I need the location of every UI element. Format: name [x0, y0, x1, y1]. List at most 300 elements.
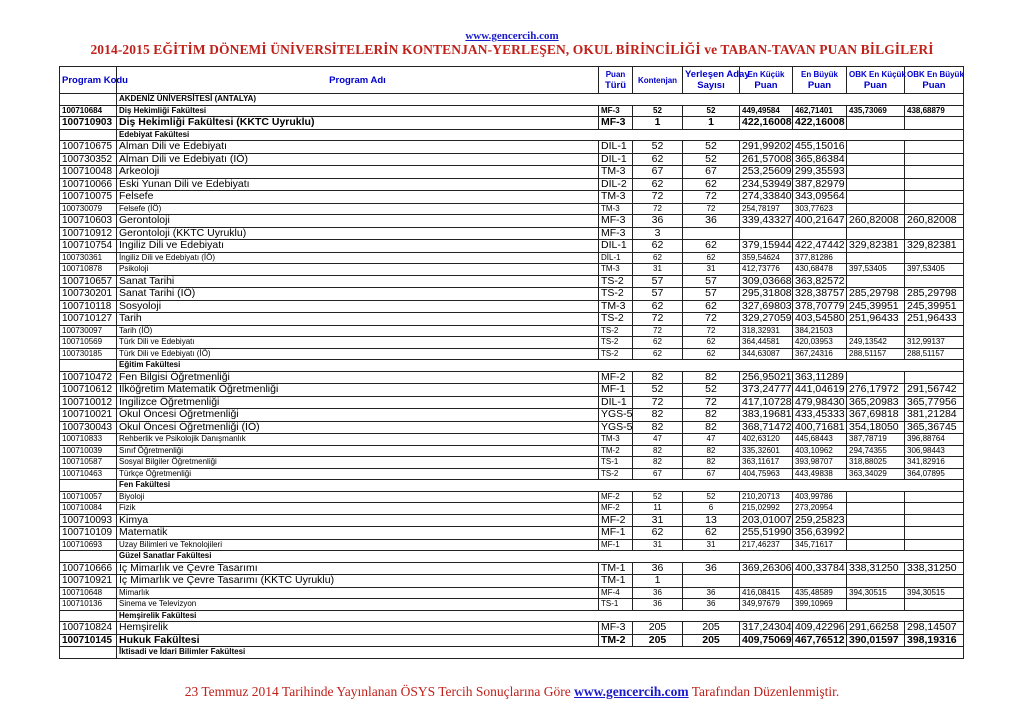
program-code-cell: 100730201	[60, 288, 117, 301]
col-en-buyuk: En Büyük Puan	[793, 67, 847, 94]
yerlesen-cell: 82	[683, 421, 740, 434]
program-name-cell: Uzay Bilimleri ve Teknolojileri	[117, 539, 599, 551]
kontenjan-cell: 1	[633, 575, 683, 588]
puan-turu-cell: MF-3	[599, 227, 633, 240]
yerlesen-cell: 52	[683, 153, 740, 166]
obk-en-kucuk-cell	[847, 371, 905, 384]
kontenjan-cell: 82	[633, 445, 683, 457]
yerlesen-cell: 72	[683, 325, 740, 337]
puan-turu-cell: TM-3	[599, 203, 633, 215]
en-buyuk-cell: 273,20954	[793, 503, 847, 515]
en-kucuk-cell: 412,73776	[740, 264, 793, 276]
en-buyuk-cell: 435,48589	[793, 587, 847, 599]
table-row	[60, 153, 964, 166]
program-name-cell: İngiliz Dili ve Edebiyatı	[117, 240, 599, 253]
program-name-cell: Sınıf Öğretmenliği	[117, 445, 599, 457]
puan-turu-cell: TM-1	[599, 562, 633, 575]
table-row	[60, 599, 964, 611]
obk-en-buyuk-cell	[905, 153, 964, 166]
yerlesen-cell: 31	[683, 264, 740, 276]
obk-en-kucuk-cell	[847, 166, 905, 179]
yerlesen-cell: 82	[683, 409, 740, 422]
en-buyuk-cell: 303,77623	[793, 203, 847, 215]
yerlesen-cell: 62	[683, 348, 740, 360]
en-kucuk-cell: 329,27059	[740, 313, 793, 326]
program-code-cell: 100730185	[60, 348, 117, 360]
program-table	[59, 66, 964, 659]
program-code-cell: 100710693	[60, 539, 117, 551]
en-buyuk-cell: 400,71681	[793, 421, 847, 434]
yerlesen-cell: 62	[683, 240, 740, 253]
kontenjan-cell: 36	[633, 215, 683, 228]
program-code-cell: 100730079	[60, 203, 117, 215]
obk-en-kucuk-cell: 390,01597	[847, 634, 905, 647]
kontenjan-cell: 72	[633, 325, 683, 337]
obk-en-kucuk-cell: 387,78719	[847, 434, 905, 446]
en-kucuk-cell: 349,97679	[740, 599, 793, 611]
program-code-cell: 100730097	[60, 325, 117, 337]
table-row	[60, 514, 964, 527]
faculty-name: Hemşirelik Fakültesi	[117, 610, 964, 622]
puan-turu-cell: TS-1	[599, 599, 633, 611]
obk-en-kucuk-cell: 367,69818	[847, 409, 905, 422]
kontenjan-cell: 82	[633, 457, 683, 469]
col-kontenjan: Kontenjan	[633, 67, 683, 94]
obk-en-kucuk-cell	[847, 117, 905, 130]
en-buyuk-cell: 387,82979	[793, 178, 847, 191]
yerlesen-cell	[683, 575, 740, 588]
yerlesen-cell: 52	[683, 491, 740, 503]
en-kucuk-cell: 363,11617	[740, 457, 793, 469]
puan-turu-cell: TM-2	[599, 445, 633, 457]
table-row	[60, 384, 964, 397]
yerlesen-cell: 47	[683, 434, 740, 446]
obk-en-kucuk-cell: 435,73069	[847, 105, 905, 117]
empty-cell	[60, 360, 117, 372]
program-name-cell: Felsefe (İÖ)	[117, 203, 599, 215]
obk-en-buyuk-cell	[905, 141, 964, 154]
faculty-row	[60, 480, 964, 492]
obk-en-buyuk-cell: 365,36745	[905, 421, 964, 434]
table-row	[60, 252, 964, 264]
obk-en-kucuk-cell	[847, 575, 905, 588]
kontenjan-cell: 57	[633, 275, 683, 288]
faculty-row	[60, 129, 964, 141]
puan-turu-cell: TS-2	[599, 337, 633, 349]
kontenjan-cell: 11	[633, 503, 683, 515]
kontenjan-cell: 62	[633, 153, 683, 166]
en-buyuk-cell: 409,42296	[793, 622, 847, 635]
yerlesen-cell: 62	[683, 527, 740, 540]
obk-en-buyuk-cell: 260,82008	[905, 215, 964, 228]
kontenjan-cell: 72	[633, 203, 683, 215]
table-row	[60, 396, 964, 409]
table-row	[60, 457, 964, 469]
obk-en-buyuk-cell: 365,77956	[905, 396, 964, 409]
table-row	[60, 337, 964, 349]
yerlesen-cell: 6	[683, 503, 740, 515]
program-code-cell: 100710012	[60, 396, 117, 409]
yerlesen-cell: 36	[683, 562, 740, 575]
puan-turu-cell: DİL-1	[599, 252, 633, 264]
puan-turu-cell: TM-3	[599, 166, 633, 179]
program-code-cell: 100710878	[60, 264, 117, 276]
empty-cell	[60, 480, 117, 492]
en-buyuk-cell: 399,10969	[793, 599, 847, 611]
obk-en-kucuk-cell	[847, 227, 905, 240]
kontenjan-cell: 36	[633, 587, 683, 599]
program-code-cell: 100710109	[60, 527, 117, 540]
footer-note	[0, 684, 1024, 700]
empty-cell	[60, 647, 117, 659]
table-row	[60, 575, 964, 588]
puan-turu-cell: DİL-1	[599, 396, 633, 409]
puan-turu-cell: TS-2	[599, 348, 633, 360]
program-code-cell: 100710093	[60, 514, 117, 527]
puan-turu-cell: TM-3	[599, 264, 633, 276]
en-kucuk-cell: 274,33840	[740, 191, 793, 204]
program-code-cell: 100710912	[60, 227, 117, 240]
kontenjan-cell: 62	[633, 300, 683, 313]
yerlesen-cell: 13	[683, 514, 740, 527]
program-name-cell: Fizik	[117, 503, 599, 515]
program-code-cell: 100710145	[60, 634, 117, 647]
puan-turu-cell: MF-2	[599, 503, 633, 515]
obk-en-buyuk-cell	[905, 491, 964, 503]
obk-en-kucuk-cell: 249,13542	[847, 337, 905, 349]
program-name-cell: İlköğretim Matematik Öğretmenliği	[117, 384, 599, 397]
table-row	[60, 348, 964, 360]
yerlesen-cell: 36	[683, 587, 740, 599]
obk-en-kucuk-cell: 365,20983	[847, 396, 905, 409]
obk-en-buyuk-cell	[905, 203, 964, 215]
program-code-cell: 100710569	[60, 337, 117, 349]
en-buyuk-cell: 422,47442	[793, 240, 847, 253]
kontenjan-cell: 72	[633, 191, 683, 204]
obk-en-kucuk-cell: 294,74355	[847, 445, 905, 457]
obk-en-buyuk-cell: 312,99137	[905, 337, 964, 349]
program-name-cell: Psikoloji	[117, 264, 599, 276]
obk-en-kucuk-cell: 363,34029	[847, 468, 905, 480]
site-url[interactable]: www.gencercih.com	[465, 30, 559, 42]
en-buyuk-cell: 384,21503	[793, 325, 847, 337]
table-row	[60, 562, 964, 575]
table-row	[60, 445, 964, 457]
program-code-cell: 100710021	[60, 409, 117, 422]
kontenjan-cell: 47	[633, 434, 683, 446]
kontenjan-cell: 3	[633, 227, 683, 240]
obk-en-kucuk-cell: 354,18050	[847, 421, 905, 434]
obk-en-buyuk-cell	[905, 514, 964, 527]
en-kucuk-cell: 253,25609	[740, 166, 793, 179]
kontenjan-cell: 62	[633, 527, 683, 540]
kontenjan-cell: 82	[633, 409, 683, 422]
table-header	[60, 67, 964, 94]
program-name-cell: Mimarlık	[117, 587, 599, 599]
obk-en-buyuk-cell	[905, 178, 964, 191]
program-name-cell: Tarih (İÖ)	[117, 325, 599, 337]
kontenjan-cell: 62	[633, 252, 683, 264]
obk-en-kucuk-cell	[847, 252, 905, 264]
puan-turu-cell: MF-3	[599, 215, 633, 228]
table-row	[60, 491, 964, 503]
en-buyuk-cell: 403,54580	[793, 313, 847, 326]
program-name-cell: Matematik	[117, 527, 599, 540]
en-buyuk-cell: 377,81286	[793, 252, 847, 264]
puan-turu-cell: TS-2	[599, 313, 633, 326]
table-row	[60, 313, 964, 326]
en-kucuk-cell: 255,51990	[740, 527, 793, 540]
obk-en-buyuk-cell	[905, 539, 964, 551]
table-row	[60, 434, 964, 446]
en-buyuk-cell: 363,11289	[793, 371, 847, 384]
obk-en-buyuk-cell	[905, 575, 964, 588]
en-buyuk-cell: 343,09564	[793, 191, 847, 204]
en-kucuk-cell: 295,31808	[740, 288, 793, 301]
puan-turu-cell: MF-3	[599, 117, 633, 130]
kontenjan-cell: 72	[633, 313, 683, 326]
program-name-cell: Türkçe Öğretmenliği	[117, 468, 599, 480]
puan-turu-cell: MF-4	[599, 587, 633, 599]
kontenjan-cell: 62	[633, 337, 683, 349]
table-row	[60, 215, 964, 228]
faculty-name: Edebiyat Fakültesi	[117, 129, 964, 141]
program-code-cell: 100730352	[60, 153, 117, 166]
puan-turu-cell: TM-3	[599, 434, 633, 446]
en-kucuk-cell: 261,57008	[740, 153, 793, 166]
puan-turu-cell: TM-3	[599, 191, 633, 204]
kontenjan-cell: 36	[633, 562, 683, 575]
program-name-cell: Kimya	[117, 514, 599, 527]
program-name-cell: Sanat Tarihi (İÖ)	[117, 288, 599, 301]
table-row	[60, 587, 964, 599]
obk-en-buyuk-cell	[905, 325, 964, 337]
yerlesen-cell: 31	[683, 539, 740, 551]
kontenjan-cell: 67	[633, 468, 683, 480]
col-program-adi: Program Adı	[117, 67, 599, 94]
en-buyuk-cell: 403,10962	[793, 445, 847, 457]
puan-turu-cell: DİL-1	[599, 141, 633, 154]
en-kucuk-cell: 344,63087	[740, 348, 793, 360]
kontenjan-cell: 67	[633, 166, 683, 179]
en-buyuk-cell: 462,71401	[793, 105, 847, 117]
obk-en-buyuk-cell: 251,96433	[905, 313, 964, 326]
puan-turu-cell: DİL-1	[599, 153, 633, 166]
yerlesen-cell: 36	[683, 215, 740, 228]
yerlesen-cell: 62	[683, 300, 740, 313]
program-name-cell: Rehberlik ve Psikolojik Danışmanlık	[117, 434, 599, 446]
kontenjan-cell: 62	[633, 348, 683, 360]
obk-en-buyuk-cell: 291,56742	[905, 384, 964, 397]
table-row	[60, 288, 964, 301]
puan-turu-cell: YGS-5	[599, 409, 633, 422]
en-buyuk-cell: 403,99786	[793, 491, 847, 503]
en-kucuk-cell: 203,01007	[740, 514, 793, 527]
table-body	[60, 94, 964, 659]
en-buyuk-cell: 365,86384	[793, 153, 847, 166]
table-row	[60, 503, 964, 515]
table-row	[60, 300, 964, 313]
en-kucuk-cell: 373,24777	[740, 384, 793, 397]
en-kucuk-cell: 339,43327	[740, 215, 793, 228]
en-kucuk-cell: 309,03668	[740, 275, 793, 288]
program-name-cell: Gerontoloji	[117, 215, 599, 228]
kontenjan-cell: 1	[633, 117, 683, 130]
program-name-cell: Türk Dili ve Edebiyatı	[117, 337, 599, 349]
en-kucuk-cell: 449,49584	[740, 105, 793, 117]
empty-cell	[60, 610, 117, 622]
col-program-kodu: Program Kodu	[60, 67, 117, 94]
en-buyuk-cell: 443,49838	[793, 468, 847, 480]
en-buyuk-cell: 328,38757	[793, 288, 847, 301]
puan-turu-cell: TS-2	[599, 325, 633, 337]
obk-en-kucuk-cell: 245,39951	[847, 300, 905, 313]
obk-en-buyuk-cell	[905, 117, 964, 130]
kontenjan-cell: 36	[633, 599, 683, 611]
kontenjan-cell: 205	[633, 622, 683, 635]
puan-turu-cell: MF-3	[599, 105, 633, 117]
obk-en-kucuk-cell: 285,29798	[847, 288, 905, 301]
puan-turu-cell: TM-3	[599, 300, 633, 313]
en-buyuk-cell	[793, 227, 847, 240]
faculty-name: Eğitim Fakültesi	[117, 360, 964, 372]
program-code-cell: 100710472	[60, 371, 117, 384]
obk-en-kucuk-cell	[847, 191, 905, 204]
yerlesen-cell: 57	[683, 288, 740, 301]
obk-en-kucuk-cell: 397,53405	[847, 264, 905, 276]
en-buyuk-cell: 378,70779	[793, 300, 847, 313]
en-buyuk-cell: 345,71617	[793, 539, 847, 551]
en-kucuk-cell: 335,32601	[740, 445, 793, 457]
program-code-cell: 100710824	[60, 622, 117, 635]
obk-en-kucuk-cell	[847, 514, 905, 527]
table-row	[60, 634, 964, 647]
obk-en-buyuk-cell	[905, 191, 964, 204]
obk-en-buyuk-cell: 394,30515	[905, 587, 964, 599]
en-kucuk-cell: 215,02992	[740, 503, 793, 515]
puan-turu-cell: TM-1	[599, 575, 633, 588]
program-code-cell: 100730043	[60, 421, 117, 434]
en-kucuk-cell: 369,26306	[740, 562, 793, 575]
kontenjan-cell: 52	[633, 105, 683, 117]
en-buyuk-cell: 363,82572	[793, 275, 847, 288]
table-row	[60, 191, 964, 204]
table-row	[60, 264, 964, 276]
en-buyuk-cell: 422,16008	[793, 117, 847, 130]
obk-en-buyuk-cell	[905, 527, 964, 540]
footer-suffix: Tarafından Düzenlenmiştir.	[691, 684, 840, 699]
yerlesen-cell: 67	[683, 468, 740, 480]
obk-en-kucuk-cell	[847, 141, 905, 154]
yerlesen-cell: 205	[683, 634, 740, 647]
yerlesen-cell	[683, 227, 740, 240]
obk-en-buyuk-cell	[905, 503, 964, 515]
puan-turu-cell: DİL-1	[599, 240, 633, 253]
table-row	[60, 117, 964, 130]
faculty-row	[60, 647, 964, 659]
program-name-cell: Diş Hekimliği Fakültesi	[117, 105, 599, 117]
en-buyuk-cell: 356,63992	[793, 527, 847, 540]
puan-turu-cell: DİL-2	[599, 178, 633, 191]
program-code-cell: 100710903	[60, 117, 117, 130]
table-row	[60, 409, 964, 422]
puan-turu-cell: MF-1	[599, 384, 633, 397]
en-kucuk-cell: 409,75069	[740, 634, 793, 647]
obk-en-buyuk-cell: 381,21284	[905, 409, 964, 422]
table-row	[60, 203, 964, 215]
en-kucuk-cell: 318,32931	[740, 325, 793, 337]
en-buyuk-cell: 430,68478	[793, 264, 847, 276]
obk-en-kucuk-cell	[847, 503, 905, 515]
yerlesen-cell: 62	[683, 252, 740, 264]
en-kucuk-cell: 422,16008	[740, 117, 793, 130]
faculty-name: Fen Fakültesi	[117, 480, 964, 492]
yerlesen-cell: 52	[683, 384, 740, 397]
obk-en-kucuk-cell	[847, 491, 905, 503]
program-name-cell: İngilizce Öğretmenliği	[117, 396, 599, 409]
program-code-cell: 100710666	[60, 562, 117, 575]
en-kucuk-cell: 417,10728	[740, 396, 793, 409]
empty-cell	[60, 551, 117, 563]
puan-turu-cell: MF-2	[599, 491, 633, 503]
program-name-cell: Okul Öncesi Öğretmenliği (İÖ)	[117, 421, 599, 434]
en-buyuk-cell: 455,15016	[793, 141, 847, 154]
obk-en-buyuk-cell: 338,31250	[905, 562, 964, 575]
col-puan-turu: Puan Türü	[599, 67, 633, 94]
puan-turu-cell: MF-1	[599, 527, 633, 540]
en-kucuk-cell	[740, 227, 793, 240]
col-obk-en-kucuk: OBK En Küçük Puan	[847, 67, 905, 94]
en-buyuk-cell: 479,98430	[793, 396, 847, 409]
en-kucuk-cell: 327,69803	[740, 300, 793, 313]
program-name-cell: Gerontoloji (KKTC Uyruklu)	[117, 227, 599, 240]
kontenjan-cell: 62	[633, 240, 683, 253]
obk-en-buyuk-cell: 329,82381	[905, 240, 964, 253]
en-buyuk-cell	[793, 575, 847, 588]
program-code-cell: 100710603	[60, 215, 117, 228]
table-row	[60, 421, 964, 434]
program-code-cell: 100710057	[60, 491, 117, 503]
puan-turu-cell: YGS-5	[599, 421, 633, 434]
university-row	[60, 94, 964, 106]
program-code-cell: 100710657	[60, 275, 117, 288]
program-code-cell: 100710675	[60, 141, 117, 154]
en-buyuk-cell: 433,45333	[793, 409, 847, 422]
yerlesen-cell: 72	[683, 313, 740, 326]
yerlesen-cell: 72	[683, 396, 740, 409]
en-kucuk-cell	[740, 575, 793, 588]
en-kucuk-cell: 234,53949	[740, 178, 793, 191]
table-row	[60, 527, 964, 540]
program-code-cell: 100710127	[60, 313, 117, 326]
empty-cell	[60, 129, 117, 141]
faculty-row	[60, 360, 964, 372]
obk-en-kucuk-cell: 329,82381	[847, 240, 905, 253]
en-kucuk-cell: 217,46237	[740, 539, 793, 551]
program-code-cell: 100710587	[60, 457, 117, 469]
puan-turu-cell: MF-2	[599, 514, 633, 527]
en-buyuk-cell: 467,76512	[793, 634, 847, 647]
table-row	[60, 178, 964, 191]
puan-turu-cell: MF-3	[599, 622, 633, 635]
obk-en-kucuk-cell: 291,66258	[847, 622, 905, 635]
program-name-cell: Alman Dili ve Edebiyatı (İÖ)	[117, 153, 599, 166]
university-name: AKDENİZ ÜNİVERSİTESİ (ANTALYA)	[117, 94, 964, 106]
kontenjan-cell: 52	[633, 384, 683, 397]
footer-link[interactable]: www.gencercih.com	[574, 684, 689, 699]
kontenjan-cell: 31	[633, 264, 683, 276]
program-name-cell: Arkeoloji	[117, 166, 599, 179]
